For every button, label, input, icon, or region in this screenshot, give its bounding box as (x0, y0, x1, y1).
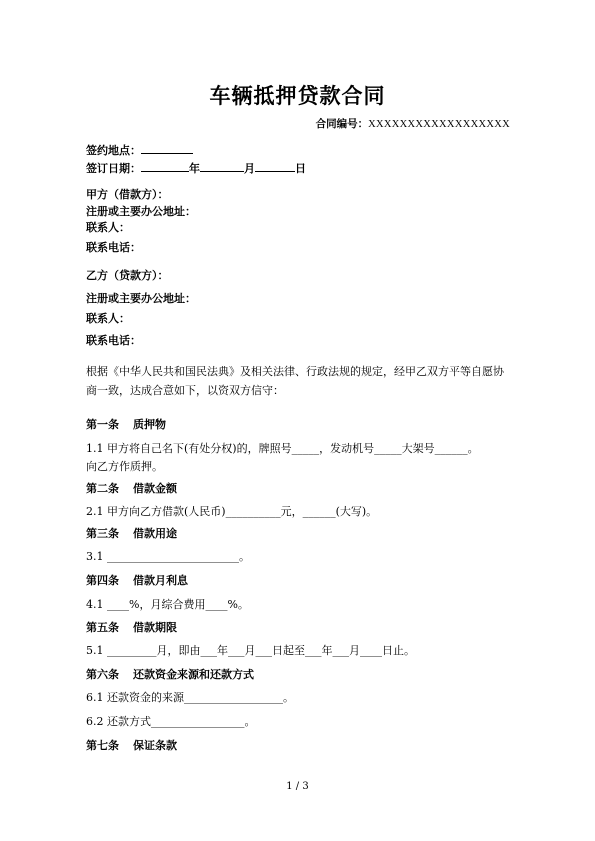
article-3-number: 第三条 (86, 527, 119, 540)
party-a-phone: 联系电话： (86, 241, 141, 254)
article-2-heading (86, 480, 177, 496)
article-1-heading (86, 416, 166, 432)
article-6-name: 还款资金来源和还款方式 (133, 668, 254, 681)
sign-day-label: 日 (295, 162, 306, 175)
sign-year-blank (141, 160, 189, 172)
sign-place-line (86, 142, 193, 158)
article-7-number: 第七条 (86, 739, 119, 752)
clause-4-1: 4.1 ____%，月综合费用____%。 (86, 598, 249, 611)
article-5-name: 借款期限 (133, 621, 177, 634)
clause-6-2: 6.2 还款方式_________________。 (86, 715, 256, 728)
party-b-contact: 联系人： (86, 312, 130, 325)
article-6-heading (86, 666, 254, 682)
article-2-number: 第二条 (86, 482, 119, 495)
party-a-name: 甲方（借款方）： (86, 188, 169, 201)
clause-2-1: 2.1 甲方向乙方借款(人民币)__________元，______(大写)。 (86, 505, 378, 518)
sign-day-blank (255, 160, 295, 172)
article-7-name: 保证条款 (133, 739, 177, 752)
page-number: 1 / 3 (286, 781, 309, 792)
article-1-name: 质押物 (133, 418, 166, 431)
sign-place-label: 签约地点： (86, 144, 141, 157)
clause-5-1: 5.1 _________月，即由___年___月___日起至___年___月____日止。 (86, 644, 415, 657)
article-3-name: 借款用途 (133, 527, 177, 540)
party-a-address: 注册或主要办公地址： (86, 205, 196, 218)
sign-date-label: 签订日期： (86, 162, 141, 175)
contract-number (316, 116, 510, 131)
party-b-phone: 联系电话： (86, 334, 141, 347)
article-5-heading (86, 619, 177, 635)
article-2-name: 借款金额 (133, 482, 177, 495)
sign-month-blank (200, 160, 244, 172)
preamble-paragraph: 根据《中华人民共和国民法典》及相关法律、行政法规的规定，经甲乙双方平等自愿协商一致，达成合意如下，以资双方信守： (86, 365, 504, 397)
party-a-contact: 联系人： (86, 221, 130, 234)
clause-1-1-line-1: 1.1 甲方将自己名下(有处分权)的，牌照号_____，发动机号_____大架号______。 (86, 442, 479, 455)
article-4-number: 第四条 (86, 574, 119, 587)
clause-6-1: 6.1 还款资金的来源__________________。 (86, 691, 294, 704)
sign-place-blank (141, 142, 193, 154)
sign-date-line (86, 160, 306, 176)
article-4-name: 借款月利息 (133, 574, 188, 587)
party-b-address: 注册或主要办公地址： (86, 292, 196, 305)
article-6-number: 第六条 (86, 668, 119, 681)
article-3-heading (86, 525, 177, 541)
contract-number-label: 合同编号： (315, 118, 369, 130)
sign-month-label: 月 (244, 162, 255, 175)
party-b-name: 乙方（贷款方）： (86, 269, 169, 282)
article-5-number: 第五条 (86, 621, 119, 634)
contract-number-value: XXXXXXXXXXXXXXXXXX (368, 119, 510, 130)
clause-1-1-line-2: 向乙方作质押。 (86, 460, 163, 473)
article-7-heading (86, 737, 177, 753)
clause-3-1: 3.1 ________________________。 (86, 550, 250, 563)
document-title: 车辆抵押贷款合同 (209, 84, 386, 108)
sign-year-label: 年 (189, 162, 200, 175)
article-4-heading (86, 572, 188, 588)
article-1-number: 第一条 (86, 418, 119, 431)
